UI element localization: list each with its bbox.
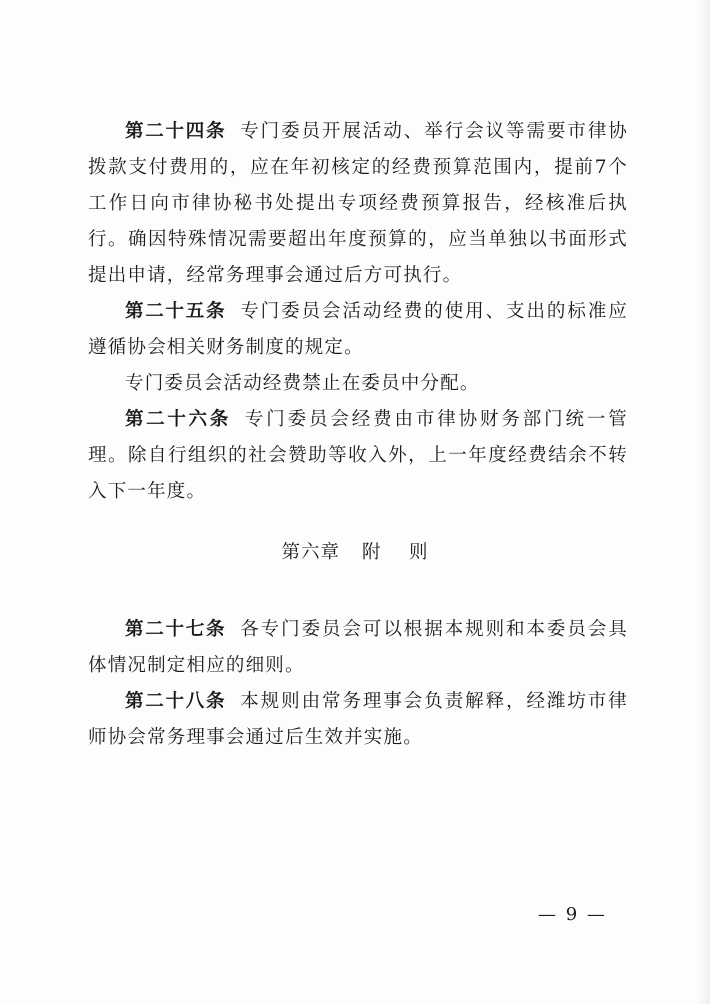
article-25 — [88, 294, 628, 366]
article-26-text: 专门委员会经费由市律协财务部门统一管理。除自行组织的社会赞助等收入外，上一年度经费结余不转入下一年度。 — [88, 409, 628, 502]
article-26 — [88, 402, 628, 510]
article-24 — [88, 114, 628, 294]
article-25-paragraph-2-text: 专门委员会活动经费禁止在委员中分配。 — [125, 373, 480, 394]
article-28-number: 第二十八条 — [125, 691, 227, 712]
article-28 — [88, 684, 628, 756]
article-28-text: 本规则由常务理事会负责解释，经潍坊市律师协会常务理事会通过后生效并实施。 — [88, 691, 628, 748]
page-number: — 9 — — [538, 904, 607, 925]
article-24-number: 第二十四条 — [125, 121, 227, 142]
article-25-number: 第二十五条 — [125, 301, 227, 322]
article-27-number: 第二十七条 — [125, 619, 227, 640]
article-27 — [88, 612, 628, 684]
article-24-text: 专门委员开展活动、举行会议等需要市律协拨款支付费用的，应在年初核定的经费预算范围内，提前7个工作日向市律协秘书处提出专项经费预算报告，经核准后执行。确因特殊情况需要超出年度预算的，应当单独以书面形式提出申请，经常务理事会通过后方可执行。 — [88, 121, 628, 286]
chapter-number: 第六章 — [281, 542, 340, 563]
article-26-number: 第二十六条 — [125, 409, 231, 430]
article-25-paragraph-2 — [88, 366, 628, 402]
chapter-name: 附 则 — [361, 542, 429, 563]
chapter-heading — [0, 538, 710, 564]
scan-edge-shadow — [696, 0, 710, 1004]
article-25-text: 专门委员会活动经费的使用、支出的标准应遵循协会相关财务制度的规定。 — [88, 301, 628, 358]
article-27-text: 各专门委员会可以根据本规则和本委员会具体情况制定相应的细则。 — [88, 619, 628, 676]
